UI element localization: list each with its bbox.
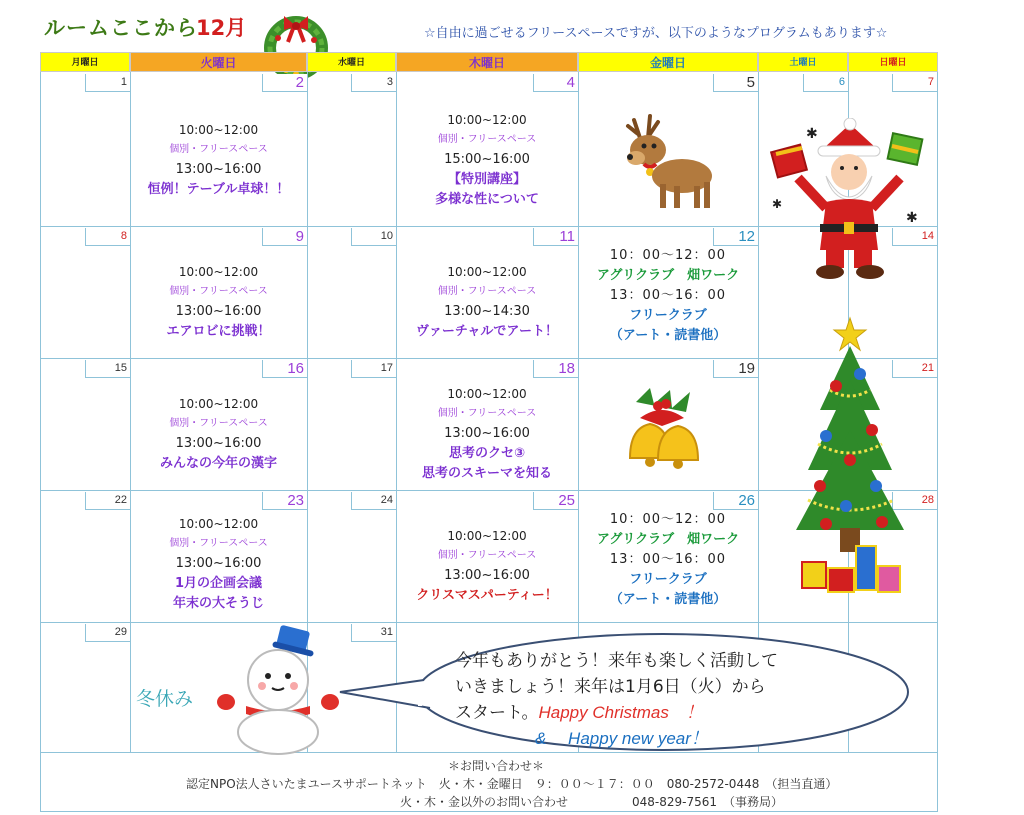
event-title: フリークラブ [629, 308, 707, 323]
santa-illustration [766, 118, 926, 288]
happy-new-year-text: & Happy new year！ [535, 729, 708, 748]
date-number: 7 [892, 74, 937, 92]
event-cell [578, 510, 758, 610]
event-title: ヴァーチャルでアート！ [415, 324, 559, 339]
event-title: フリークラブ [629, 572, 707, 587]
free-space-label: 個別・フリースペース [169, 286, 268, 297]
event-title: 恒例！テーブル卓球！！ [147, 182, 290, 197]
date-number: 12 [713, 228, 758, 246]
christmas-tree-illustration [790, 310, 910, 600]
time-slot: 10:00~12:00 [178, 265, 259, 279]
grid-line [40, 72, 41, 812]
free-space-label: 個別・フリースペース [169, 538, 268, 549]
weekday-thu: 木曜日 [396, 52, 578, 72]
event-cell [396, 110, 578, 210]
time-slot: 10:00~12:00 [447, 529, 527, 543]
time-slot: 13：00～16：00 [609, 552, 727, 567]
bells-illustration [614, 382, 712, 478]
date-number: 8 [85, 228, 130, 246]
weekday-sun: 日曜日 [848, 52, 938, 72]
event-cell [578, 246, 758, 346]
date-number: 3 [351, 74, 396, 92]
event-cell [130, 120, 307, 200]
date-number: 21 [892, 360, 937, 378]
date-number: 2 [262, 74, 307, 92]
event-title: エアロビに挑戦！ [166, 324, 271, 339]
time-slot: 13:00~14:30 [444, 304, 530, 319]
svg-text:✱: ✱ [906, 210, 918, 226]
event-title: みんなの今年の漢字 [159, 456, 277, 471]
bubble-line-4 [455, 726, 865, 752]
date-number: 29 [85, 624, 130, 642]
date-number: 11 [533, 228, 578, 246]
weekday-tue: 火曜日 [130, 52, 307, 72]
free-space-label: 個別・フリースペース [169, 418, 268, 429]
reindeer-illustration [614, 110, 718, 214]
free-space-label: 個別・フリースペース [437, 134, 537, 145]
date-number: 1 [85, 74, 130, 92]
time-slot: 10:00~12:00 [447, 113, 527, 127]
month-label: 12月 [196, 16, 247, 40]
date-number: 24 [351, 492, 396, 510]
date-number: 23 [262, 492, 307, 510]
contact-other-phone: 048-829-7561 （事務局） [632, 795, 784, 809]
time-slot: 10:00~12:00 [178, 517, 259, 531]
event-title: アグリクラブ 畑ワーク [596, 268, 740, 283]
event-title: 思考のスキーマを知る [421, 466, 552, 481]
time-slot: 10:00~12:00 [447, 387, 527, 401]
time-slot: 13:00~16:00 [444, 568, 530, 583]
event-title: （アート・読書他） [609, 328, 727, 343]
date-number: 16 [262, 360, 307, 378]
event-cell [130, 514, 307, 614]
date-number: 28 [892, 492, 937, 510]
date-number: 6 [803, 74, 848, 92]
event-cell [396, 384, 578, 484]
svg-text:✱: ✱ [806, 126, 818, 142]
date-number: 14 [892, 228, 937, 246]
time-slot: 13:00~16:00 [175, 556, 262, 571]
bubble-line: 今年もありがとう！来年も楽しく活動して [455, 651, 778, 671]
bubble-message [455, 648, 865, 752]
contact-title: ＊お問い合わせ＊ [448, 759, 545, 773]
date-number: 19 [713, 360, 758, 378]
free-space-label: 個別・フリースペース [169, 144, 268, 155]
event-title: 多様な性について [435, 192, 539, 207]
time-slot: 13:00~16:00 [175, 436, 262, 451]
time-slot: 10：00～12：00 [609, 248, 727, 263]
time-slot: 10：00～12：00 [609, 512, 727, 527]
time-slot: 13:00~16:00 [175, 304, 262, 319]
event-title: 【特別講座】 [447, 172, 526, 187]
time-slot: 10:00~12:00 [178, 123, 259, 137]
free-space-label: 個別・フリースペース [437, 550, 537, 561]
header-note: ☆自由に過ごせるフリースペースですが、以下のようなプログラムもあります☆ [424, 26, 888, 41]
date-number: 17 [351, 360, 396, 378]
date-number: 18 [533, 360, 578, 378]
event-title: （アート・読書他） [609, 592, 727, 607]
weekday-mon: 月曜日 [40, 52, 130, 72]
date-number: 9 [262, 228, 307, 246]
weekday-sat: 土曜日 [758, 52, 848, 72]
page-title: ルームここから [44, 16, 198, 40]
time-slot: 13:00~16:00 [444, 426, 530, 441]
free-space-label: 個別・フリースペース [437, 286, 537, 297]
contact-other-label: 火・木・金以外のお問い合わせ [400, 795, 569, 809]
date-number: 25 [533, 492, 578, 510]
svg-text:✱: ✱ [772, 197, 783, 211]
event-title: クリスマスパーティー！ [416, 588, 558, 603]
date-number: 31 [351, 624, 396, 642]
time-slot: 13：00～16：00 [609, 288, 727, 303]
event-cell [396, 526, 578, 606]
time-slot: 13:00~16:00 [175, 162, 262, 177]
date-number: 4 [533, 74, 578, 92]
free-space-label: 個別・フリースペース [437, 408, 537, 419]
bubble-line-3 [455, 700, 865, 726]
event-cell [396, 262, 578, 342]
weekday-header-row [40, 52, 938, 72]
date-number: 10 [351, 228, 396, 246]
bubble-line: スタート。 [455, 703, 539, 723]
event-cell [130, 262, 307, 342]
contact-line: 認定NPO法人さいたまユースサポートネット 火・木・金曜日 ９：００～１７：００ 080-2572-0448 （担当直通） [186, 777, 838, 791]
date-number: 22 [85, 492, 130, 510]
happy-christmas-text: Happy Christmas ！ [538, 703, 703, 722]
date-number: 15 [85, 360, 130, 378]
date-number: 26 [713, 492, 758, 510]
bubble-line: いきましょう！来年は1月6日（火）から [455, 677, 766, 697]
event-title: 1月の企画会議 [174, 576, 263, 591]
event-title: 年末の大そうじ [172, 596, 264, 611]
event-title: アグリクラブ 畑ワーク [596, 532, 740, 547]
event-title: 思考のクセ③ [448, 446, 525, 461]
time-slot: 15:00~16:00 [444, 152, 530, 167]
snowman-illustration [212, 620, 342, 755]
grid-line [40, 811, 938, 812]
winter-break-label: 冬休み [136, 688, 194, 710]
weekday-fri: 金曜日 [578, 52, 758, 72]
time-slot: 10:00~12:00 [447, 265, 527, 279]
grid-line [937, 72, 938, 812]
time-slot: 10:00~12:00 [178, 397, 259, 411]
weekday-wed: 水曜日 [307, 52, 396, 72]
event-cell [130, 394, 307, 474]
date-number: 5 [713, 74, 758, 92]
